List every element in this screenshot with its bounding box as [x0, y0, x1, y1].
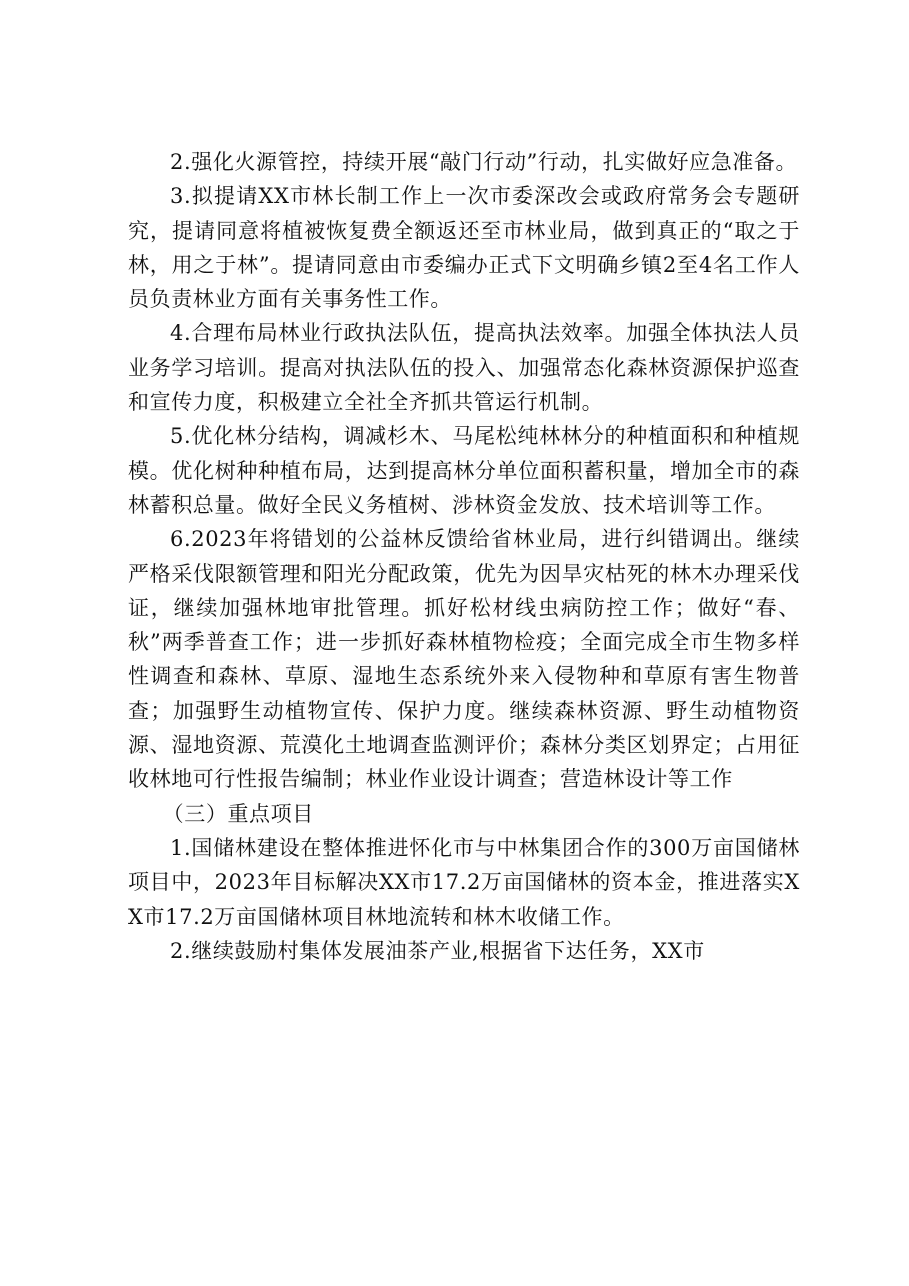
- paragraph-fire-control: 2.强化火源管控，持续开展“敲门行动”行动，扎实做好应急准备。: [170, 150, 798, 174]
- paragraph-public-welfare-forest: 6.2023年将错划的公益林反馈给省林业局，进行纠错调出。继续严格采伐限额管理和阳光分配政策，优先为因旱灾枯死的林木办理采伐证，继续加强林地审批管理。抓好松材线虫病防控工作；做好“春、秋”两季普查工作；进一步抓好森林植物检疫；全面完成全市生物多样性调查和森林、草原、湿地生态系统外来入侵物种和草原有害生物普查；加强野生动植物宣传、保护力度。继续森林资源、野生动植物资源、湿地资源、荒漠化土地调查监测评价；森林分类区划界定；占用征收林地可行性报告编制；林业作业设计调查；营造林设计等工作: [128, 527, 800, 792]
- document-body: [128, 145, 800, 968]
- paragraph-camellia-oil-industry: 2.继续鼓励村集体发展油茶产业,根据省下达任务，XX市: [170, 938, 705, 963]
- paragraph-national-reserve-forest: 1.国储林建设在整体推进怀化市与中林集团合作的300万亩国储林项目中，2023年目标解决XX市17.2万亩国储林的资本金，推进落实XX市17.2万亩国储林项目林地流转和林木收储工作。: [128, 835, 800, 929]
- paragraph-forest-chief-system: 3.拟提请XX市林长制工作上一次市委深改会或政府常务会专题研究，提请同意将植被恢复费全额返还至市林业局，做到真正的“取之于林，用之于林”。提请同意由市委编办正式下文明确乡镇2至4名工作人员负责林业方面有关事务性工作。: [128, 184, 800, 312]
- paragraph-law-enforcement: 4.合理布局林业行政执法队伍，提高执法效率。加强全体执法人员业务学习培训。提高对执法队伍的投入、加强常态化森林资源保护巡查和宣传力度，积极建立全社全齐抓共管运行机制。: [128, 321, 800, 415]
- section-heading-key-projects: （三）重点项目: [162, 801, 314, 826]
- paragraph-forest-structure: 5.优化林分结构，调减杉木、马尾松纯林林分的种植面积和种植规模。优化树种种植布局，达到提高林分单位面积蓄积量，增加全市的森林蓄积总量。做好全民义务植树、涉林资金发放、技术培训等工作。: [128, 424, 800, 517]
